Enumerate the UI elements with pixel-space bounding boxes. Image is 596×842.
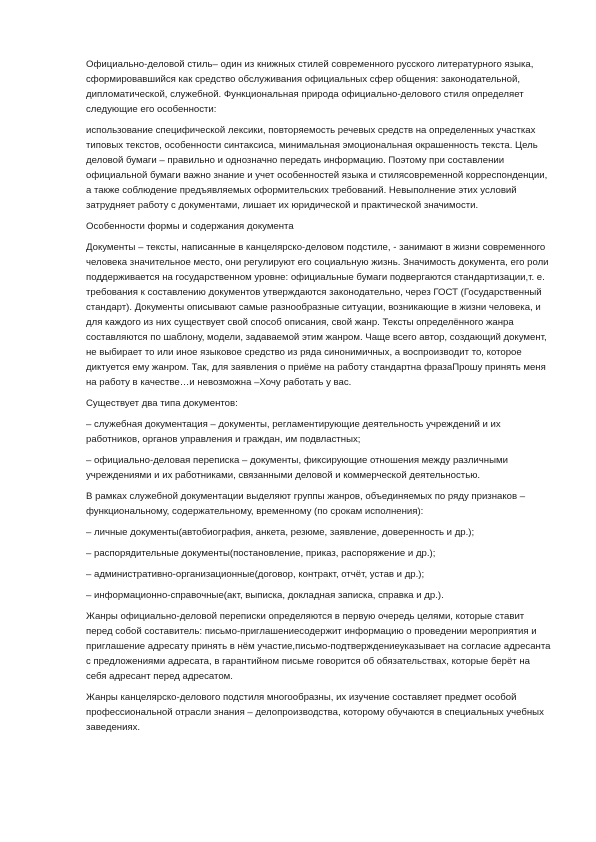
paragraph-correspondence-genres: Жанры официально-деловой переписки определяются в первую очередь целями, которые ставит перед собой составитель: письмо-приглашениесодержит информацию о проведении мероприятия и приглашение адресату принять в нём участие,письмо-подтверждениеуказывает на согласие адресанта с предложениями адресата, в гарантийном письме говорится об обязательствах, которые берёт на себя адресант перед адресатом.	[86, 611, 551, 682]
paragraph-genre-groups: В рамках служебной документации выделяют группы жанров, объединяемых по ряду признаков – функциональному, содержательному, временному (по срокам исполнения):	[86, 491, 526, 517]
paragraph-conclusion: Жанры канцелярско-делового подстиля многообразны, их изучение составляет предмет особой профессиональной отрасли знания – делопроизводства, которому обучаются в специальных учебных заведениях.	[86, 692, 544, 733]
paragraph-intro: Официально-деловой стиль– один из книжных стилей современного русского литературного языка, сформировавшийся как средство обслуживания официальных сфер общения: законодательной, дипломатической, служебной. Функциональная природа официально-делового стиля определяет следующие его особенности:	[86, 59, 534, 115]
list-item-personal-docs: – личные документы(автобиография, анкета, резюме, заявление, доверенность и др.);	[86, 527, 475, 538]
list-item-info-docs: – информационно-справочные(акт, выписка, докладная записка, справка и др.).	[86, 590, 444, 601]
paragraph-features: использование специфической лексики, повторяемость речевых средств на определенных участках типовых текстов, особенности синтаксиса, минимальная эмоциональная окрашенность текста. Цель деловой бумаги – правильно и однозначно передать информацию. Поэтому при составлении официальной бумаги важно знание и учет особенностей языка и стилясовременной корреспонденции, а также соблюдение предъявляемых оформительских требований. Невыполнение этих условий затрудняет работу с документами, лишает их юридической и практической значимости.	[86, 125, 548, 211]
section-heading: Особенности формы и содержания документа	[86, 221, 294, 232]
paragraph-types-intro: Существует два типа документов:	[86, 398, 238, 409]
list-item-correspondence: – официально-деловая переписка – документы, фиксирующие отношения между различными учреждениями и их работниками, связанными деловой и коммерческой деятельностью.	[86, 455, 508, 481]
document-body	[86, 57, 552, 741]
list-item-directive-docs: – распорядительные документы(постановление, приказ, распоряжение и др.);	[86, 548, 436, 559]
list-item-service-docs: – служебная документация – документы, регламентирующие деятельность учреждений и их работников, органов управления и граждан, им подвластных;	[86, 419, 501, 445]
paragraph-documents: Документы – тексты, написанные в канцелярско-деловом подстиле, - занимают в жизни современного человека значительное место, они регулируют его социальную жизнь. Значимость документа, его роли поддерживается на государственном уровне: официальные бумаги подвергаются стандартизации,т. е. требования к составлению документов утверждаются законодательно, через ГОСТ (Государственный стандарт). Документы описывают самые разнообразные ситуации, возникающие в жизни человека, и для каждого из них существует свой способ описания, свой жанр. Тексты определённого жанра составляются по шаблону, модели, задаваемой этим жанром. Чаще всего автор, создающий документ, не выбирает то или иное языковое средство из ряда синонимичных, а воспроизводит то, которое диктуется ему жанром. Так, для заявления о приёме на работу стандартна фразаПрошу принять меня на работу в качестве…и невозможна –Хочу работать у вас.	[86, 242, 549, 388]
list-item-admin-docs: – административно-организационные(договор, контракт, отчёт, устав и др.);	[86, 569, 425, 580]
